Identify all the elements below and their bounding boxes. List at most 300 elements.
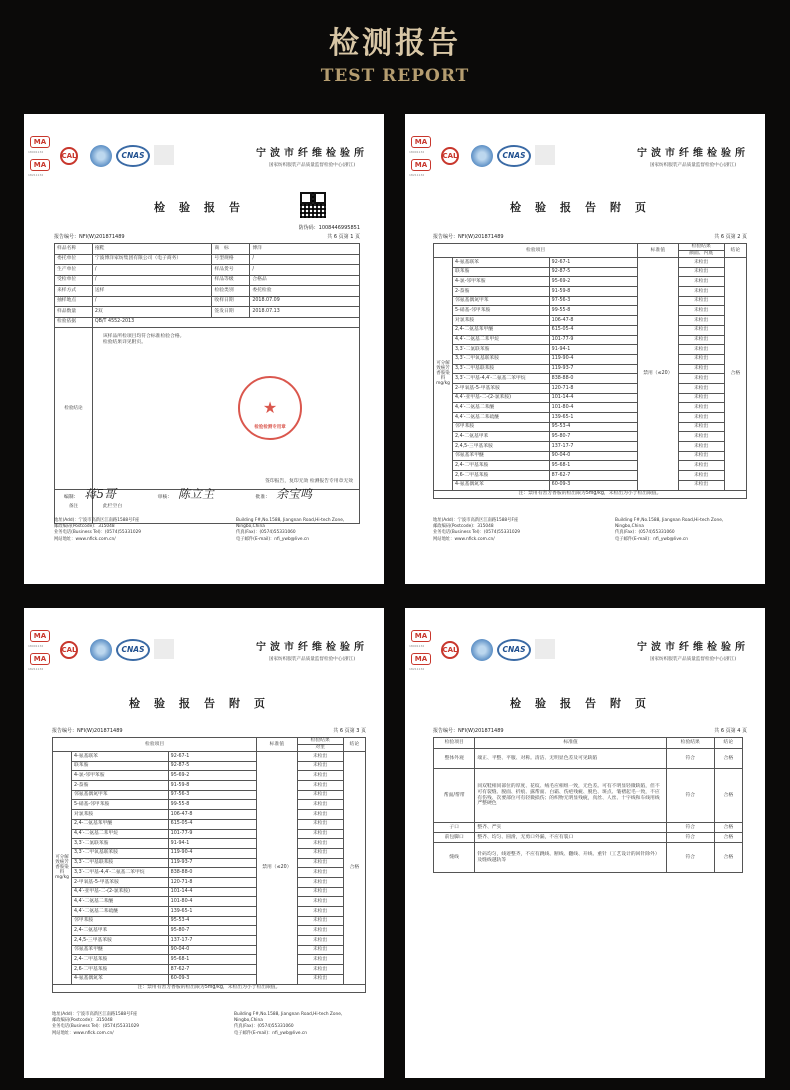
- table-cell: 符合: [666, 749, 714, 769]
- cas-number: 92-67-1: [168, 752, 257, 762]
- cas-number: 137-17-7: [168, 936, 257, 946]
- cal-text: CAL: [442, 151, 458, 160]
- cnas-mark-icon: [116, 145, 150, 167]
- table-cell: 博洋: [250, 244, 360, 255]
- table-cell: 生产单位: [55, 265, 93, 276]
- item-name: 4,4′-二氨基二苯醚: [72, 897, 169, 907]
- institute-block: [637, 642, 749, 662]
- cas-number: 95-68-1: [549, 461, 638, 471]
- table-row: [434, 451, 747, 461]
- cas-number: 91-59-8: [168, 781, 257, 791]
- attach-title: 检验报告附页: [129, 697, 279, 710]
- item-name: 3,3′-二甲基联苯胺: [453, 364, 550, 374]
- table-cell: 商 标: [212, 244, 250, 255]
- result-value: 未检出: [297, 916, 343, 926]
- col-std: 标准值: [638, 244, 678, 258]
- unit-text: mg/kg: [436, 381, 450, 387]
- cal-text: CAL: [61, 151, 77, 160]
- conclusion-value: 合格: [343, 752, 365, 985]
- table-cell: 样品名称: [55, 244, 93, 255]
- report-title: 检验报告: [154, 201, 254, 214]
- cas-number: 87-62-7: [168, 965, 257, 975]
- cal-text: CAL: [61, 645, 77, 654]
- table-row: [434, 287, 747, 297]
- table-row: [434, 364, 747, 374]
- footer-address: 地址(Add)：宁波市高新区江南路1588号F座: [54, 518, 140, 523]
- cas-number: 838-88-0: [168, 868, 257, 878]
- table-row: [434, 374, 747, 384]
- table-cell: 针码均匀，线迹整齐，不应有跳线、断线、翻线、开线、重针（工艺设计的回针除外）及缝线越轨等: [475, 843, 666, 873]
- table-row: [434, 833, 743, 843]
- table-header: [53, 738, 366, 745]
- attach-title: 检验报告附页: [510, 697, 660, 710]
- cas-number: 95-68-1: [168, 955, 257, 965]
- table-cell: 抽样地点: [55, 296, 93, 307]
- institute-block: [256, 642, 368, 662]
- table-cell: 整齐、严实: [475, 823, 666, 833]
- table-row: [434, 480, 747, 490]
- ma-mark-icon: [411, 159, 431, 171]
- cal-text: CAL: [442, 645, 458, 654]
- table-cell: 样品等级: [212, 275, 250, 286]
- ilac-mark-icon: [535, 145, 555, 165]
- cas-number: 90-04-0: [168, 945, 257, 955]
- report-page-2: [405, 114, 765, 584]
- item-name: 4,4′-二氨基二苯醚: [453, 403, 550, 413]
- cas-number: 120-71-8: [168, 877, 257, 887]
- cas-number: 119-93-7: [168, 858, 257, 868]
- footer-email: 电子邮件(E-mail)：nfi_ywb@live.cn: [236, 536, 309, 542]
- table-cell: 宁波博洋家纺集团有限公司（电子商务）: [92, 254, 212, 265]
- col-sub: 对里: [297, 745, 343, 752]
- result-value: 未检出: [297, 839, 343, 849]
- table-cell: /: [250, 254, 360, 265]
- table-row: [53, 926, 366, 936]
- result-value: 未检出: [678, 354, 724, 364]
- institute-subtitle: 国家纺织服装产品质量监督检验中心(浙江): [268, 656, 356, 662]
- item-name: 2,4-二甲基苯胺: [453, 461, 550, 471]
- institute-subtitle: 国家纺织服装产品质量监督检验中心(浙江): [649, 162, 737, 168]
- result-value: 未检出: [297, 936, 343, 946]
- table-header: [434, 738, 743, 749]
- std-value: 禁用（≤20）: [257, 752, 297, 985]
- table-cell: 整体外观: [434, 749, 475, 769]
- report-page-1: [24, 114, 384, 584]
- cal-mark-icon: [441, 641, 459, 659]
- signature-approve: 余宝鸣: [275, 487, 312, 501]
- result-value: 未检出: [678, 451, 724, 461]
- report-number-row: [52, 729, 366, 735]
- cas-number: 60-09-3: [549, 480, 638, 490]
- cas-number: 106-47-8: [549, 316, 638, 326]
- header-subtitle: TEST REPORT: [320, 66, 470, 86]
- footer-email: 电子邮件(E-mail)：nfi_ywb@live.cn: [234, 1030, 307, 1036]
- table-cell: 签发日期: [212, 307, 250, 318]
- table-row: [434, 354, 747, 364]
- footer-right: [236, 518, 344, 543]
- page-head: [405, 608, 765, 678]
- basis-label: 检验依据: [55, 317, 93, 328]
- table-row: [55, 317, 360, 328]
- footer-website: 网站地址：www.nfick.com.cn/: [52, 1030, 114, 1036]
- table-cell: 送样: [92, 286, 212, 297]
- ma-text: MA: [33, 160, 47, 169]
- appearance-table: [433, 737, 743, 873]
- footer-fax: 传真(Fax)：(0574)55331060: [236, 530, 296, 536]
- table-row: [434, 422, 747, 432]
- table-cell: 2双: [92, 307, 212, 318]
- signature-row: [64, 488, 312, 502]
- col-std: 标准值: [257, 738, 297, 752]
- table-row: [53, 974, 366, 984]
- item-name: 2,6-二甲基苯胺: [453, 471, 550, 481]
- footer-website: 网站地址：www.nfick.com.cn/: [54, 536, 116, 542]
- result-value: 未检出: [297, 868, 343, 878]
- ma-text: MA: [33, 137, 47, 146]
- item-name: 4,4′-亚甲基-二-(2-氯苯胺): [72, 887, 169, 897]
- cas-number: 101-77-9: [549, 335, 638, 345]
- footer-fax: 传真(Fax)：(0574)55331060: [234, 1024, 294, 1030]
- item-name: 4-氯-邻甲苯胺: [453, 277, 550, 287]
- table-row: [55, 296, 360, 307]
- table-cell: 来样方式: [55, 286, 93, 297]
- col-sub: 颜面、内底: [678, 251, 724, 258]
- table-cell: 委托单位: [55, 254, 93, 265]
- result-value: 未检出: [297, 926, 343, 936]
- ma-mark-icon: [30, 159, 50, 171]
- ma-text: MA: [33, 631, 47, 640]
- col-item: 检验项目: [434, 244, 638, 258]
- table-cell: 样品货号: [212, 265, 250, 276]
- item-name: 4-氨基联苯: [453, 258, 550, 268]
- table-row: [434, 403, 747, 413]
- accreditation-globe-icon: [471, 145, 493, 167]
- table-row: [53, 800, 366, 810]
- accreditation-globe-icon: [90, 145, 112, 167]
- footer-postcode: 邮政编码(Postcode)：315048: [52, 1018, 113, 1024]
- cas-number: 92-67-1: [549, 258, 638, 268]
- cas-number: 119-90-4: [549, 354, 638, 364]
- ma-code: 18211132: [409, 667, 425, 671]
- cas-number: 99-55-8: [168, 800, 257, 810]
- table-row: [53, 810, 366, 820]
- institute-name: 宁波市纤维检验所: [256, 148, 368, 159]
- table-row: [55, 275, 360, 286]
- cas-number: 101-80-4: [168, 897, 257, 907]
- item-name: 2-甲氧基-5-甲基苯胺: [453, 383, 550, 393]
- footer-tel: 业务电话(Business Tel)：(0574)55331029: [52, 1024, 140, 1030]
- institute-block: [256, 148, 368, 168]
- result-value: 未检出: [297, 907, 343, 917]
- cas-number: 91-94-1: [549, 345, 638, 355]
- result-value: 未检出: [297, 955, 343, 965]
- result-value: 未检出: [297, 897, 343, 907]
- cas-number: 106-47-8: [168, 810, 257, 820]
- table-cell: 合格: [714, 823, 742, 833]
- page-head: [24, 608, 384, 678]
- table-note: 注：禁用有害芳香胺的检出限为5mg/kg，未检出为小于检出限值。: [434, 490, 747, 498]
- report-number: 报告编号：NFI(W)201871489: [52, 728, 123, 734]
- table-cell: 拖鞋: [92, 244, 212, 255]
- report-page-3: [24, 608, 384, 1078]
- item-name: 对氯苯胺: [72, 810, 169, 820]
- ma-text: MA: [414, 654, 428, 663]
- table-cell: 合格: [714, 769, 742, 823]
- cnas-text: CNAS: [502, 644, 526, 654]
- footer-tel: 业务电话(Business Tel)：(0574)55331029: [54, 530, 142, 536]
- report-info-table: [54, 243, 360, 524]
- ma-code: 18211132: [28, 667, 44, 671]
- cas-number: 119-93-7: [549, 364, 638, 374]
- footer-email: 电子邮件(E-mail)：nfi_ywb@live.cn: [615, 536, 688, 542]
- cal-mark-icon: [60, 641, 78, 659]
- sign-make-label: 编制：: [64, 495, 79, 500]
- table-row: [55, 254, 360, 265]
- cas-number: 615-05-4: [168, 819, 257, 829]
- group-label: [434, 258, 453, 491]
- cal-mark-icon: [441, 147, 459, 165]
- table-row: [53, 945, 366, 955]
- cnas-text: CNAS: [502, 150, 526, 160]
- table-row: [53, 848, 366, 858]
- table-row: [55, 328, 360, 490]
- footer-address: 地址(Add)：宁波市高新区江南路1588号F座: [433, 518, 519, 523]
- cas-number: 97-56-3: [168, 790, 257, 800]
- ma-text: MA: [414, 137, 428, 146]
- table-row: [53, 965, 366, 975]
- ilac-mark-icon: [535, 639, 555, 659]
- result-value: 未检出: [678, 480, 724, 490]
- item-name: 2,4-二甲基苯胺: [72, 955, 169, 965]
- result-value: 未检出: [297, 848, 343, 858]
- table-row: [434, 442, 747, 452]
- item-name: 3,3′-二氯联苯胺: [453, 345, 550, 355]
- unit-text: mg/kg: [55, 875, 69, 881]
- table-row: [53, 858, 366, 868]
- page-footer: [54, 518, 360, 543]
- item-name: 5-硝基-邻甲苯胺: [72, 800, 169, 810]
- page-head: [405, 114, 765, 184]
- table-row: [434, 843, 743, 873]
- result-value: 未检出: [297, 974, 343, 984]
- table-row: [434, 306, 747, 316]
- cas-number: 95-80-7: [168, 926, 257, 936]
- table-row: [434, 325, 747, 335]
- table-row: [434, 471, 747, 481]
- footer-city: Ningbo,China: [236, 524, 265, 530]
- ma-mark-icon: [30, 136, 50, 148]
- cas-number: 95-69-2: [168, 771, 257, 781]
- table-row: [53, 955, 366, 965]
- table-cell: 符合: [666, 823, 714, 833]
- cnas-text: CNAS: [121, 150, 145, 160]
- report-header: [0, 24, 790, 86]
- institute-subtitle: 国家纺织服装产品质量监督检验中心(浙江): [649, 656, 737, 662]
- table-cell: 检验类别: [212, 286, 250, 297]
- page-footer: [52, 1012, 360, 1037]
- table-row: [55, 244, 360, 255]
- table-row: [53, 819, 366, 829]
- result-value: 未检出: [678, 442, 724, 452]
- page-number: 共 6 页第 4 页: [714, 728, 747, 734]
- table-row: [434, 461, 747, 471]
- stamp-note: 签印报告，复印无效 检测报告专用章无效: [265, 479, 353, 485]
- result-value: 未检出: [678, 403, 724, 413]
- report-number: 报告编号：NFI(W)201871489: [433, 728, 504, 734]
- footer-fax: 传真(Fax)：(0574)55331060: [615, 530, 675, 536]
- table-cell: 前包脚口: [434, 833, 475, 843]
- accreditation-globe-icon: [90, 639, 112, 661]
- cas-number: 139-65-1: [168, 907, 257, 917]
- header-title: 检测报告: [329, 26, 461, 61]
- footer-city: Ningbo,China: [615, 524, 644, 530]
- result-value: 未检出: [297, 800, 343, 810]
- table-row: [434, 749, 743, 769]
- amine-table: [52, 737, 366, 993]
- report-page-4: [405, 608, 765, 1078]
- institute-name: 宁波市纤维检验所: [256, 642, 368, 653]
- footer-address-en: Building F#,No.1588, Jiangnan Road,Hi-tech Zone,: [234, 1012, 343, 1017]
- table-cell: 号型规格: [212, 254, 250, 265]
- report-number-row: [54, 235, 360, 241]
- ma-code: 18001132: [28, 644, 44, 648]
- table-cell: 合格: [714, 749, 742, 769]
- result-value: 未检出: [678, 287, 724, 297]
- result-value: 未检出: [297, 887, 343, 897]
- table-row: [434, 393, 747, 403]
- col-header: 检验项目: [434, 738, 475, 749]
- table-cell: 合格: [714, 843, 742, 873]
- institute-block: [637, 148, 749, 168]
- conclusion-label: 检验结论: [55, 328, 93, 490]
- result-value: 未检出: [678, 383, 724, 393]
- item-name: 3,3′-二甲氧基联苯胺: [453, 354, 550, 364]
- cnas-mark-icon: [497, 145, 531, 167]
- ma-mark-icon: [30, 630, 50, 642]
- ma-code: 18001132: [409, 150, 425, 154]
- item-name: 2-萘胺: [453, 287, 550, 297]
- ma-code: 18211132: [409, 173, 425, 177]
- cas-number: 101-14-4: [549, 393, 638, 403]
- table-cell: /: [92, 265, 212, 276]
- table-row: [434, 823, 743, 833]
- official-seal: ★ 检验检测专用章: [238, 376, 302, 440]
- table-cell: 符合: [666, 833, 714, 843]
- ma-text: MA: [414, 631, 428, 640]
- cas-number: 95-53-4: [168, 916, 257, 926]
- cas-number: 92-87-5: [168, 761, 257, 771]
- table-note: 注：禁用有害芳香胺的检出限为5mg/kg，未检出为小于检出限值。: [53, 984, 366, 992]
- ma-mark-icon: [411, 136, 431, 148]
- cas-number: 60-09-3: [168, 974, 257, 984]
- table-cell: 合格: [714, 833, 742, 843]
- result-value: 未检出: [678, 413, 724, 423]
- cas-number: 101-80-4: [549, 403, 638, 413]
- cas-number: 91-59-8: [549, 287, 638, 297]
- table-cell: 同双鞋相同部位的厚度、花纹、绒毛应相组一致，无色差。可有不明显轻微缺陷，但不可有裂缝、脱面、折痕、露帮面、白霜、伤疤残疵、脱色、斑点、皱褶起毛一致，不应有伤残、次要部位可有轻微损伤；的织物无明显残疵，真丝、人丝、十字线和车线用线严整硬色: [475, 769, 666, 823]
- result-value: 未检出: [678, 335, 724, 345]
- item-name: 5-硝基-邻甲苯胺: [453, 306, 550, 316]
- footer-right: [234, 1012, 342, 1037]
- item-name: 对氯苯胺: [453, 316, 550, 326]
- footer-postcode: 邮政编码(Postcode)：315048: [433, 524, 494, 530]
- cas-number: 101-77-9: [168, 829, 257, 839]
- table-row: [53, 897, 366, 907]
- col-conclusion: 结论: [724, 244, 746, 258]
- remark-value: 此栏空白: [92, 490, 359, 524]
- result-value: 未检出: [678, 345, 724, 355]
- table-cell: /: [92, 275, 212, 286]
- item-name: 2-萘胺: [72, 781, 169, 791]
- sign-check-label: 审核：: [157, 495, 172, 500]
- item-name: 3,3′-二甲基-4,4′-二氨基二苯甲烷: [453, 374, 550, 384]
- cnas-text: CNAS: [121, 644, 145, 654]
- ma-code: 18001132: [409, 644, 425, 648]
- table-row: [53, 839, 366, 849]
- table-row: [434, 267, 747, 277]
- item-name: 3,3′-二氯联苯胺: [72, 839, 169, 849]
- table-cell: 样品数量: [55, 307, 93, 318]
- col-item: 检验项目: [53, 738, 257, 752]
- page-head: [24, 114, 384, 184]
- footer-city: Ningbo,China: [234, 1018, 263, 1024]
- result-value: 未检出: [678, 325, 724, 335]
- table-cell: 2018.07.13: [250, 307, 360, 318]
- table-cell: 符合: [666, 769, 714, 823]
- footer-postcode: 邮政编码(Postcode)：315048: [54, 524, 115, 530]
- table-row: [434, 383, 747, 393]
- cas-number: 87-62-7: [549, 471, 638, 481]
- item-name: 2,4,5-三甲基苯胺: [72, 936, 169, 946]
- accreditation-globe-icon: [471, 639, 493, 661]
- std-value: 禁用（≤20）: [638, 258, 678, 491]
- footer-website: 网站地址：www.nfick.com.cn/: [433, 536, 495, 542]
- item-name: 2,4-二氨基甲苯: [72, 926, 169, 936]
- item-name: 邻氨基偶氮甲苯: [72, 790, 169, 800]
- cas-number: 119-90-4: [168, 848, 257, 858]
- result-value: 未检出: [297, 761, 343, 771]
- institute-name: 宁波市纤维检验所: [637, 148, 749, 159]
- result-value: 未检出: [297, 790, 343, 800]
- ma-text: MA: [414, 160, 428, 169]
- footer-address-en: Building F#,No.1588, Jiangnan Road,Hi-tech Zone,: [615, 518, 724, 523]
- result-value: 未检出: [297, 965, 343, 975]
- item-name: 4-氨基偶氮苯: [453, 480, 550, 490]
- footer-right: [615, 518, 723, 543]
- table-row: [434, 335, 747, 345]
- col-header: 结论: [714, 738, 742, 749]
- result-value: 未检出: [678, 422, 724, 432]
- sign-approve-label: 批准：: [255, 495, 270, 500]
- cas-number: 95-69-2: [549, 277, 638, 287]
- col-header: 标准值: [475, 738, 666, 749]
- signature-check: 陈立主: [177, 487, 214, 501]
- table-row: [53, 868, 366, 878]
- item-name: 2,4-二氨基苯甲醚: [453, 325, 550, 335]
- result-value: 未检出: [678, 306, 724, 316]
- result-value: 未检出: [678, 461, 724, 471]
- result-value: 未检出: [678, 267, 724, 277]
- table-row: [434, 296, 747, 306]
- table-row: [53, 781, 366, 791]
- cas-number: 90-04-0: [549, 451, 638, 461]
- ma-mark-icon: [411, 653, 431, 665]
- table-cell: 收样日期: [212, 296, 250, 307]
- footer-tel: 业务电话(Business Tel)：(0574)55331029: [433, 530, 521, 536]
- table-cell: 符合: [666, 843, 714, 873]
- attach-title: 检验报告附页: [510, 201, 660, 214]
- result-value: 未检出: [678, 296, 724, 306]
